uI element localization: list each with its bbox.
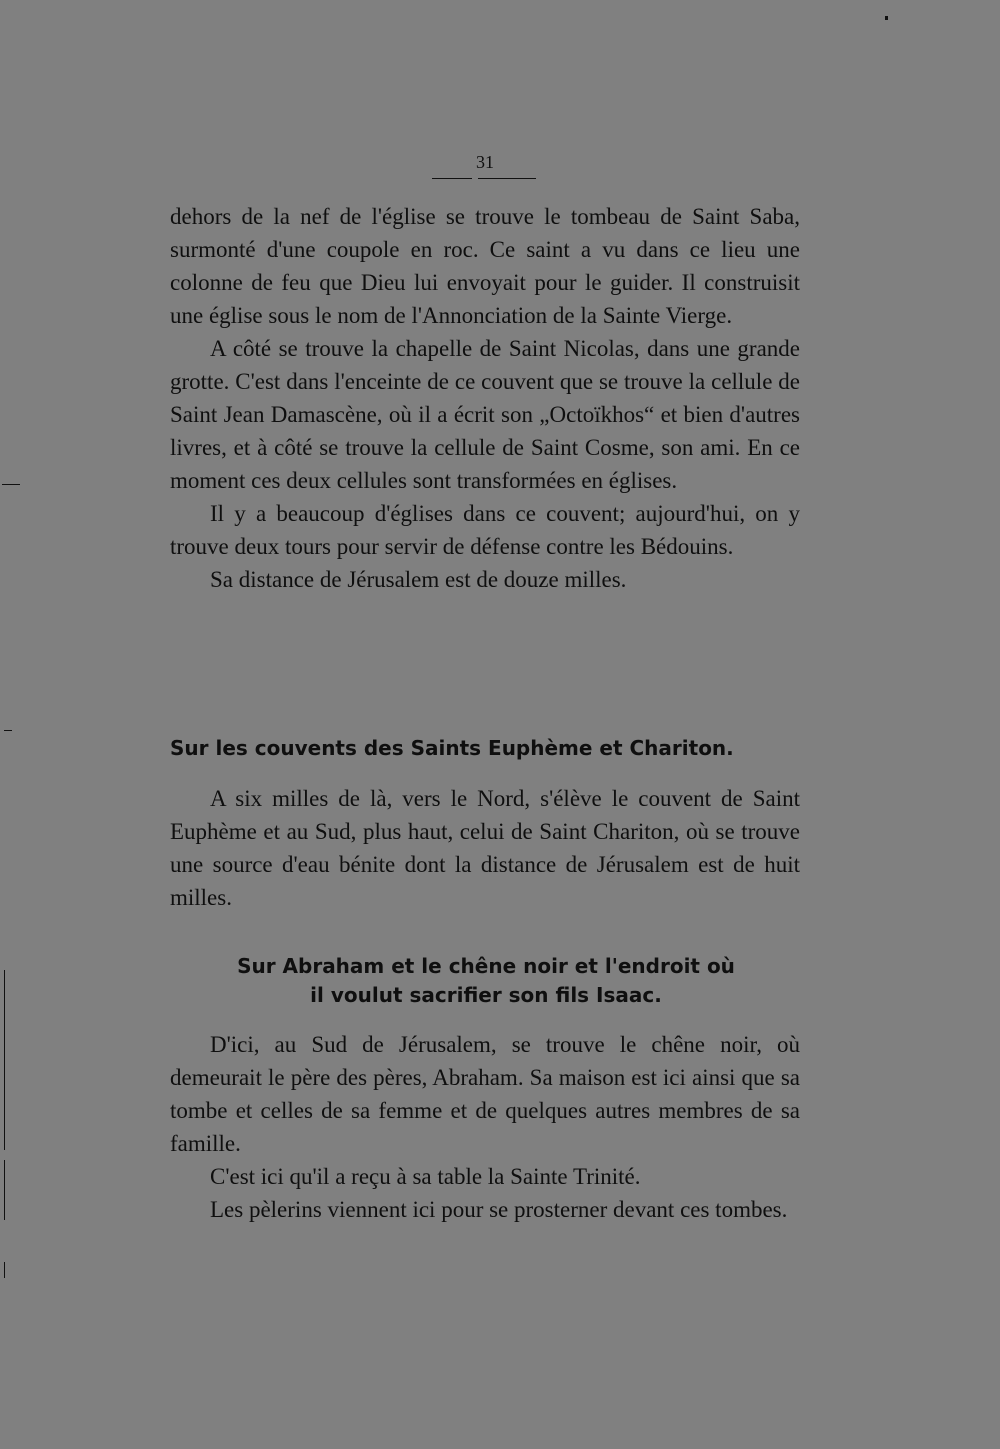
section-heading-line: il voulut sacrifier son fils Isaac. bbox=[310, 983, 662, 1007]
paragraph: C'est ici qu'il a reçu à sa table la Sainte Trinité. bbox=[210, 1164, 641, 1189]
scan-artifact bbox=[4, 730, 12, 731]
section-heading-line: Sur Abraham et le chêne noir et l'endroit où bbox=[237, 954, 735, 978]
page-number: 31 bbox=[476, 152, 494, 172]
scan-artifact bbox=[2, 484, 20, 485]
text-block-3 bbox=[170, 1028, 800, 1226]
paragraph: Sa distance de Jérusalem est de douze milles. bbox=[210, 567, 627, 592]
section-heading bbox=[170, 952, 802, 1010]
text-block-1 bbox=[170, 200, 800, 596]
paragraph: A côté se trouve la chapelle de Saint Nicolas, dans une grande grotte. C'est dans l'enceinte de ce couvent que se trouve la cellule de Saint Jean Damascène, où il a écrit son „Octoïkhos“ et bien d'autres livres, et à côté se trouve la cellule de Saint Cosme, son ami. En ce moment ces deux cellules sont transformées en églises. bbox=[170, 336, 800, 493]
page-number-rule-right bbox=[478, 178, 536, 179]
paragraph: Les pèlerins viennent ici pour se prosterner devant ces tombes. bbox=[210, 1197, 788, 1222]
scan-artifact bbox=[4, 970, 5, 1150]
paragraph: Il y a beaucoup d'églises dans ce couvent; aujourd'hui, on y trouve deux tours pour servir de défense contre les Bédouins. bbox=[170, 501, 800, 559]
section-heading: Sur les couvents des Saints Euphème et Chariton. bbox=[170, 736, 734, 760]
paragraph: A six milles de là, vers le Nord, s'élève le couvent de Saint Euphème et au Sud, plus haut, celui de Saint Chariton, où se trouve une source d'eau bénite dont la distance de Jérusalem est de huit milles. bbox=[170, 786, 800, 910]
scan-artifact bbox=[4, 1262, 5, 1278]
text-block-2 bbox=[170, 782, 800, 914]
scan-artifact bbox=[4, 1160, 5, 1220]
page-number-rule-left bbox=[432, 178, 472, 179]
scan-artifact bbox=[885, 16, 888, 20]
paragraph: dehors de la nef de l'église se trouve le tombeau de Saint Saba, surmonté d'une coupole en roc. Ce saint a vu dans ce lieu une colonne de feu que Dieu lui envoyait pour le guider. Il construisit une église sous le nom de l'Annonciation de la Sainte Vierge. bbox=[170, 204, 800, 328]
paragraph: D'ici, au Sud de Jérusalem, se trouve le chêne noir, où demeurait le père des pères, Abraham. Sa maison est ici ainsi que sa tombe et celles de sa femme et de quelques autres membres de sa famille. bbox=[170, 1032, 800, 1156]
